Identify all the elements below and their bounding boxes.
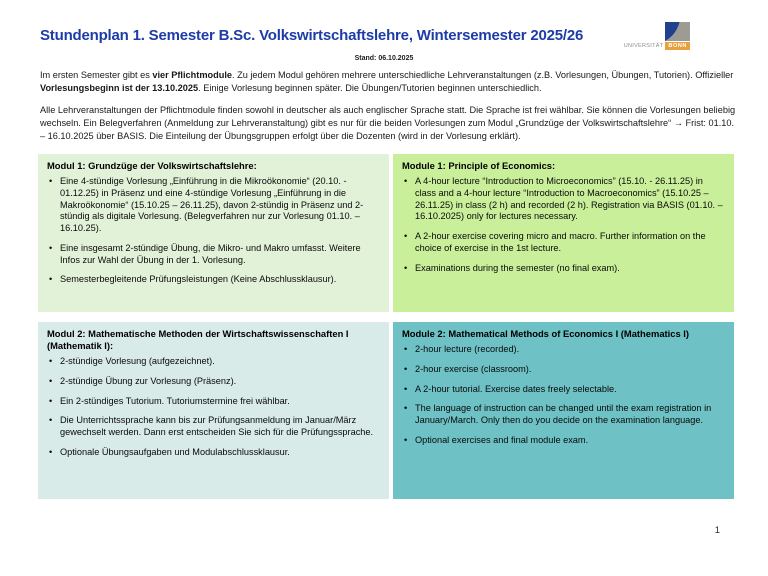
bullet-item: • Optional exercises and final module exam. <box>402 435 725 447</box>
module-bullet-list <box>47 176 380 286</box>
bullet-item: • 2-stündige Vorlesung (aufgezeichnet). <box>47 356 380 368</box>
bonn-label: BONN <box>665 42 690 50</box>
module-card-heading: Modul 2: Mathematische Methoden der Wirtschaftswissenschaften I (Mathematik I): <box>47 328 349 352</box>
intro-text: . Zu jedem Modul gehören mehrere unterschiedliche Lehrveranstaltungen (z.B. Vorlesungen, Übungen, Tutorien). Offizieller <box>232 70 734 80</box>
bullet-item: • 2-hour exercise (classroom). <box>402 364 725 376</box>
module-card-module-2-en <box>393 322 734 499</box>
bonn-logo-icon <box>665 22 690 41</box>
modules-grid <box>38 154 734 499</box>
module-card-module-1-en <box>393 154 734 312</box>
module-bullet-list <box>402 344 725 447</box>
module-card-modul-2-de <box>38 322 389 499</box>
bullet-item: • Eine 4-stündige Vorlesung „Einführung in die Mikroökonomie“ (20.10. - 01.12.25) in Präsenz und eine 4-stündige Vorlesung „Einführung in die Makroökonomie“ (15.10.25 – 26.11.25), davon 2-stündig in Präsenz und 2-stündig als digitale Vorlesung. (Belegverfahren nur zur Vorlesung 01.10. – 16.10.25). <box>47 176 380 235</box>
page-number: 1 <box>714 525 720 536</box>
intro-text-bold: vier Pflichtmodule <box>152 70 232 80</box>
bullet-item: • 2-hour lecture (recorded). <box>402 344 725 356</box>
intro-text-bold: Vorlesungsbeginn ist der 13.10.2025 <box>40 82 199 93</box>
university-logo <box>624 22 690 50</box>
bullet-item: • A 2-hour tutorial. Exercise dates freely selectable. <box>402 384 725 396</box>
bullet-item: • 2-stündige Übung zur Vorlesung (Präsenz). <box>47 376 380 388</box>
university-logo-text <box>624 42 690 50</box>
module-card-heading: Module 1: Principle of Economics: <box>402 160 556 171</box>
intro-paragraph-1 <box>40 69 736 95</box>
bullet-item: • Ein 2-stündiges Tutorium. Tutoriumstermine frei wählbar. <box>47 396 380 408</box>
bullet-item: • The language of instruction can be changed until the exam registration in January/March. Only then do you decide on the examination language. <box>402 403 725 427</box>
date-stamp: Stand: 06.10.2025 <box>354 55 414 62</box>
bullet-item: • Semesterbegleitende Prüfungsleistungen (Keine Abschlussklausur). <box>47 274 380 286</box>
bullet-item: • Eine insgesamt 2-stündige Übung, die Mikro- und Makro umfasst. Weitere Infos zur Wahl der Übung in der 1. Vorlesung. <box>47 243 380 267</box>
module-card-heading: Modul 1: Grundzüge der Volkswirtschaftslehre: <box>47 160 257 171</box>
module-bullet-list <box>402 176 725 274</box>
university-label: UNIVERSITÄT <box>623 43 664 49</box>
bullet-item: • A 2-hour exercise covering micro and macro. Further information on the choice of exercise in the 1st lecture. <box>402 231 725 255</box>
bullet-item: • Die Unterrichtssprache kann bis zur Prüfungsanmeldung im Januar/März gewechselt werden. Dann erst entscheiden Sie sich für die Prüfungssprache. <box>47 415 380 439</box>
module-bullet-list <box>47 356 380 459</box>
intro-text: . Einige Vorlesung beginnen später. Die Übungen/Tutorien beginnen unterschiedlich. <box>198 82 542 93</box>
module-card-modul-1-de <box>38 154 389 312</box>
bullet-item: • Optionale Übungsaufgaben und Modulabschlussklausur. <box>47 447 380 459</box>
intro-text: Im ersten Semester gibt es <box>40 70 153 80</box>
intro-paragraph-2: Alle Lehrveranstaltungen der Pflichtmodule finden sowohl in deutscher als auch englischer Sprache statt. Die Sprache ist frei wählbar. Sie können die Vorlesungen beliebig wechseln. Ein Belegverfahren (Anmeldung zur Lehrveranstaltung) gibt es nur für die beiden Vorlesungen zum Modul „Grundzüge der Volkswirtschaftslehre“ → Frist: 01.10. – 16.10.2025 über BASIS. Die Einteilung der Übungsgruppen erfolgt über die Dozenten (wird in der Vorlesung erklärt). <box>40 105 736 141</box>
module-card-heading: Module 2: Mathematical Methods of Economics I (Mathematics I) <box>402 328 690 339</box>
bullet-item: • Examinations during the semester (no final exam). <box>402 263 725 275</box>
bullet-item: • A 4-hour lecture “Introduction to Microeconomics” (15.10. - 26.11.25) in class and a 4-hour lecture “Introduction to Macroeconomics” (15.10.25 – 26.11.25) in class (2 h) and recorded (2 h). Registration via BASIS (01.10. – 16.10.2025) only for lectures necessary. <box>402 176 725 223</box>
page-title: Stundenplan 1. Semester B.Sc. Volkswirtschaftslehre, Wintersemester 2025/26 <box>40 27 584 44</box>
